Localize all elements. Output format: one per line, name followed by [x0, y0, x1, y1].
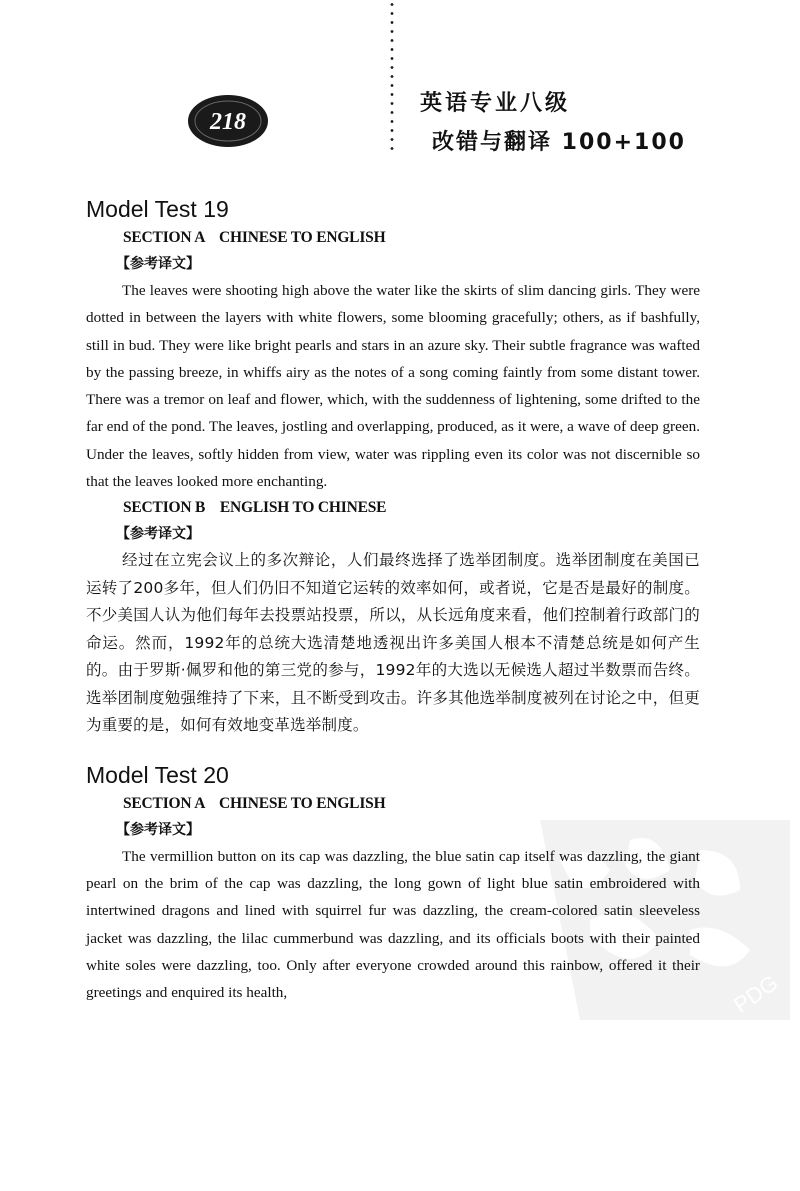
page-number: 218	[210, 109, 246, 135]
model-test-title: Model Test 19	[86, 196, 229, 222]
section-title: SECTION B ENGLISH TO CHINESE	[123, 499, 387, 517]
translation-paragraph-zh: 经过在立宪会议上的多次辩论，人们最终选择了选举团制度。选举团制度在美国已运转了200多年，但人们仍旧不知道它运转的效率如何，或者说，它是否是最好的制度。不少美国人认为他们每年去投票站投票，所以，从长远角度来看，他们控制着行政部门的命运。然而，1992年的总统大选清楚地透视出许多美国人根本不清楚总统是如何产生的。由于罗斯·佩罗和他的第三党的参与，1992年的大选以无候选人超过半数票而告终。选举团制度勉强维持了下来，且不断受到攻击。许多其他选举制度被列在讨论之中，但更为重要的是，如何有效地变革选举制度。	[86, 551, 700, 735]
page-number-badge	[187, 94, 269, 148]
model-test-title: Model Test 20	[86, 761, 229, 788]
watermark-text: PDG	[728, 969, 783, 1018]
page-content	[86, 196, 700, 1011]
book-title	[420, 86, 720, 156]
reference-translation-label: 【参考译文】	[116, 256, 200, 272]
section-title: SECTION A CHINESE TO ENGLISH	[123, 794, 386, 812]
book-title-line1: 英语专业八级	[420, 91, 571, 116]
translation-paragraph-en: The leaves were shooting high above the water like the skirts of slim dancing girls. They were dotted in between the layers with white flowers, some blooming gracefully; others, as if bashfully, still in bud. They were like bright pearls and stars in an azure sky. Their subtle fragrance was wafted by the passing breeze, in whiffs airy as the notes of a song coming faintly from some distant tower. There was a tremor on leaf and flower, which, with the suddenness of lightening, some drifted to the far end of the pond. The leaves, jostling and overlapping, produced, as it were, a wave of deep green. Under the leaves, softly hidden from view, water was rippling even its color was not discernible so that the leaves looked more enchanting.	[86, 282, 700, 491]
header-dotted-divider	[389, 0, 395, 150]
reference-translation-label: 【参考译文】	[116, 526, 200, 543]
reference-translation-label: 【参考译文】	[116, 821, 200, 838]
section-title: SECTION A CHINESE TO ENGLISH	[123, 229, 386, 246]
translation-paragraph-en: The vermillion button on its cap was dazzling, the blue satin cap itself was dazzling, the giant pearl on the brim of the cap was dazzling, the long gown of light blue satin embroidered with intertwined dragons and lined with squirrel fur was dazzling, the cream-colored satin sleeveless jacket was dazzling, the lilac cummerbund was dazzling, and its officials boots with their painted white soles were dazzling, too. Only after everyone crowded around this rainbow, offered it their greetings and enquired its health,	[86, 847, 700, 1002]
book-title-line2: 改错与翻译 100+100	[432, 130, 686, 155]
